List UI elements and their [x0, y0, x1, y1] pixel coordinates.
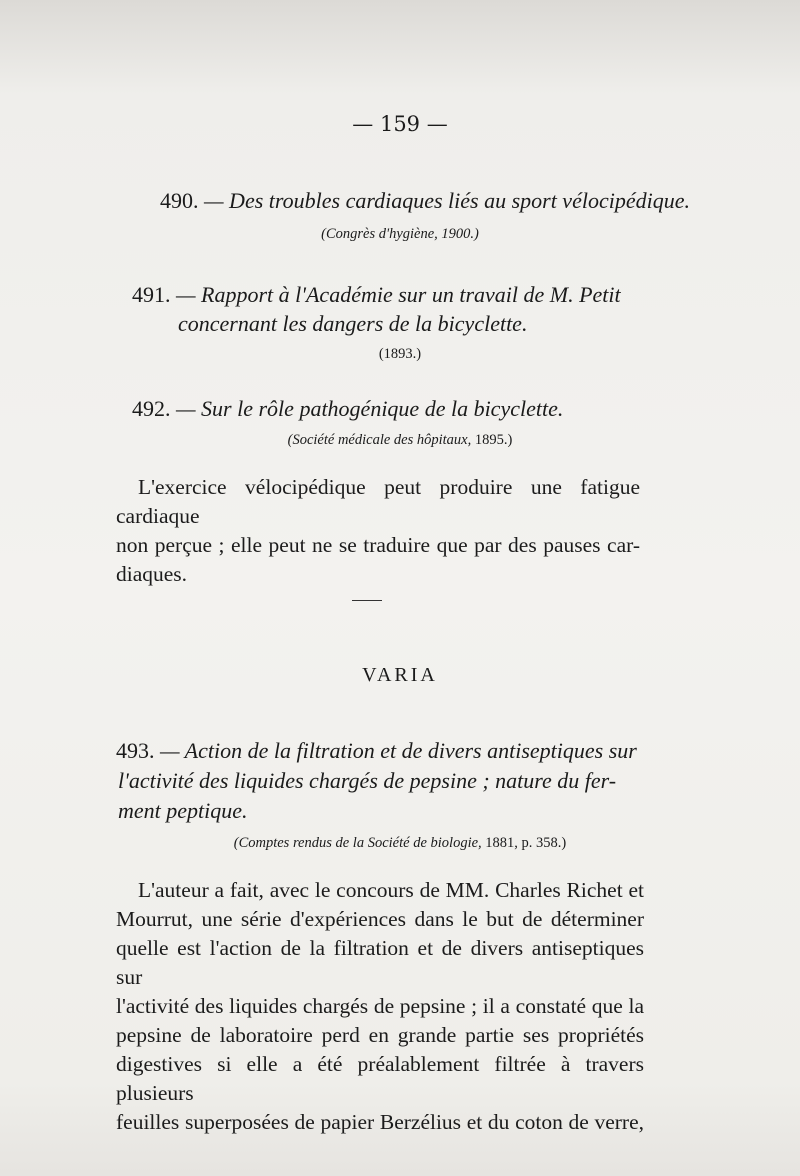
- entry-492-source: [0, 432, 800, 449]
- entry-493-body-line: l'activité des liquides chargés de pepsine ; il a constaté que la: [116, 994, 644, 1018]
- entry-493-title-text: — Action de la filtration et de divers antiseptiques sur: [160, 738, 637, 763]
- entry-493-body-line: Mourrut, une série d'expériences dans le but de déterminer: [116, 907, 644, 931]
- entry-491-source: (1893.): [378, 346, 422, 362]
- entry-493-body: [116, 876, 644, 1137]
- entry-492-title: [132, 394, 692, 424]
- entry-492-source-year: 1895.): [471, 432, 513, 448]
- entry-492-body-line: non perçue ; elle peut ne se traduire que par des pauses car-: [116, 533, 640, 557]
- entry-493-body-line: digestives si elle a été préalablement filtrée à travers plusieurs: [116, 1052, 644, 1105]
- section-heading: VARIA: [362, 664, 438, 686]
- entry-491-title-line1: [132, 280, 692, 310]
- entry-493-source-ref: 1881, p. 358.): [481, 835, 567, 851]
- entry-492-body-line: diaques.: [116, 562, 188, 586]
- entry-493-title-line3: ment peptique.: [118, 798, 248, 823]
- entry-493-body-line: feuilles superposées de papier Berzélius et du coton de verre,: [116, 1110, 644, 1134]
- entry-492-body-line: L'exercice vélocipédique peut produire une fatigue cardiaque: [116, 475, 640, 528]
- entry-493-title-line2: l'activité des liquides chargés de pepsine ; nature du fer-: [118, 768, 617, 793]
- entry-493-source-venue: (Comptes rendus de la Société de biologie,: [233, 835, 482, 851]
- entry-492-title-text: — Sur le rôle pathogénique de la bicyclette.: [176, 396, 564, 421]
- entry-490-number: 490.: [160, 188, 199, 213]
- entry-493-source: [0, 835, 800, 852]
- entry-493-body-line: pepsine de laboratoire perd en grande partie ses propriétés: [116, 1023, 644, 1047]
- entry-492-body: [116, 473, 640, 589]
- entry-490-title: [160, 186, 690, 216]
- entry-493-title-line1: [116, 736, 640, 766]
- entry-493-title: [116, 736, 640, 826]
- entry-492-number: 492.: [132, 396, 171, 421]
- entry-491-title-line2: concernant les dangers de la bicyclette.: [178, 311, 528, 336]
- entry-491-number: 491.: [132, 282, 171, 307]
- page-number: — 159 —: [352, 112, 448, 136]
- entry-490-title-text: — Des troubles cardiaques liés au sport vélocipédique.: [204, 188, 690, 213]
- entry-490-source: (Congrès d'hygiène, 1900.): [321, 226, 479, 242]
- entry-491-title-text: — Rapport à l'Académie sur un travail de M. Petit: [176, 282, 621, 307]
- entry-493-number: 493.: [116, 738, 155, 763]
- entry-492-source-venue: (Société médicale des hôpitaux,: [287, 432, 472, 448]
- section-divider: [352, 600, 382, 601]
- entry-493-body-line: quelle est l'action de la filtration et de divers antiseptiques sur: [116, 936, 644, 989]
- entry-493-body-line: L'auteur a fait, avec le concours de MM. Charles Richet et: [138, 878, 644, 902]
